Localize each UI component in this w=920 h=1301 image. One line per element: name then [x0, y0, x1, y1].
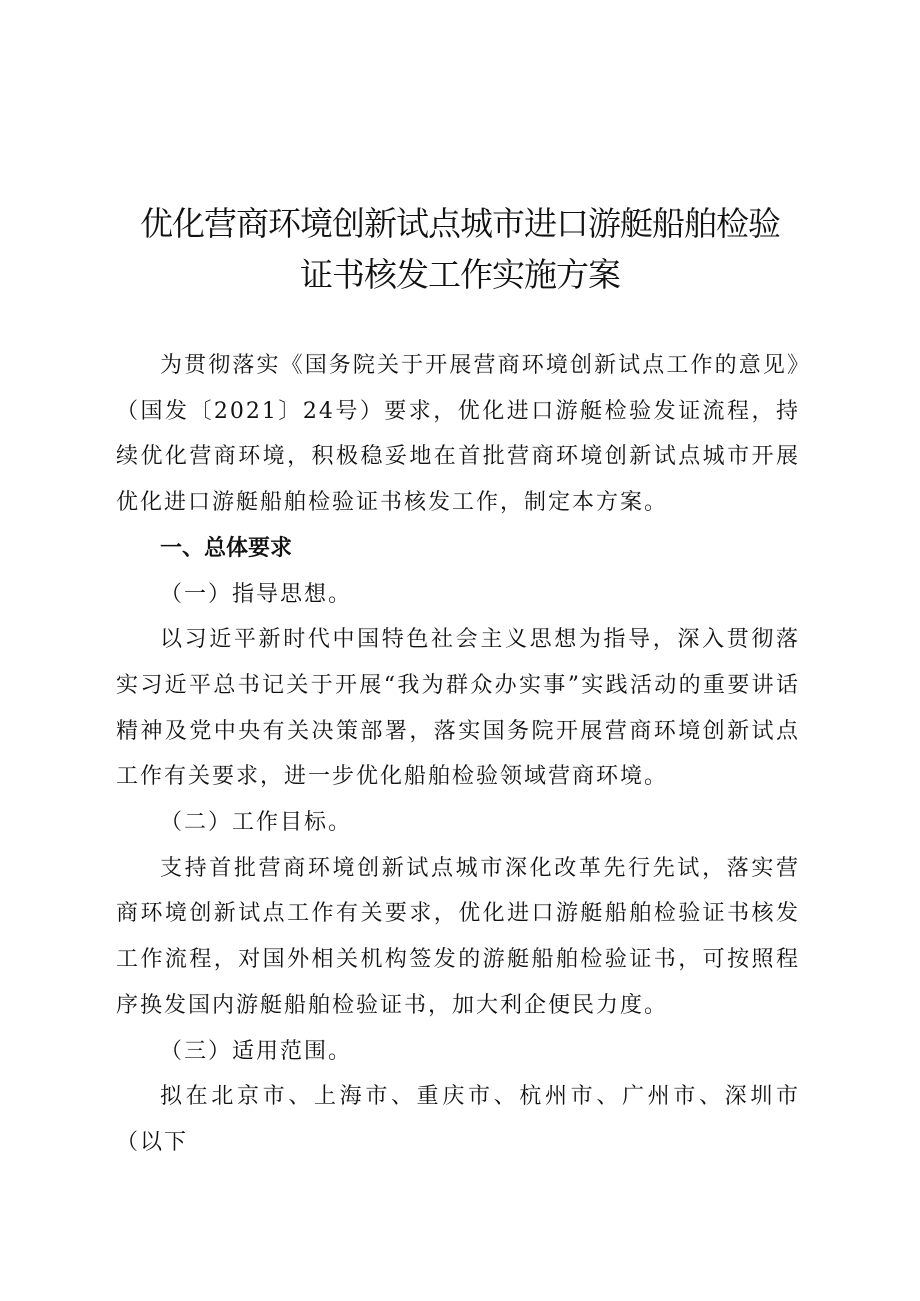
subsection-heading-work-goals: （二）工作目标。 [160, 810, 353, 836]
intro-paragraph: 为贯彻落实《国务院关于开展营商环境创新试点工作的意见》（国发〔2021〕24号）要求，优化进口游艇检验发证流程，持续优化营商环境，积极稳妥地在首批营商环境创新试点城市开展优化进口游艇船舶检验证书核发工作，制定本方案。 [116, 353, 800, 516]
subsection-heading-scope: （三）适用范围。 [160, 1038, 353, 1064]
subsection-heading-guiding-ideology: （一）指导思想。 [160, 581, 353, 607]
document-title-line-2: 证书核发工作实施方案 [300, 255, 620, 294]
document-title-line-1: 优化营商环境创新试点城市进口游艇船舶检验 [140, 204, 780, 243]
section-heading-general-requirements: 一、总体要求 [160, 535, 293, 561]
work-goals-paragraph: 支持首批营商环境创新试点城市深化改革先行先试，落实营商环境创新试点工作有关要求，优化进口游艇船舶检验证书核发工作流程，对国外相关机构签发的游艇船舶检验证书，可按照程序换发国内游艇船舶检验证书，加大利企便民力度。 [116, 855, 800, 1018]
document-body [116, 343, 800, 1166]
guiding-ideology-paragraph: 以习近平新时代中国特色社会主义思想为指导，深入贯彻落实习近平总书记关于开展“我为群众办实事”实践活动的重要讲话精神及党中央有关决策部署，落实国务院开展营商环境创新试点工作有关要求，进一步优化船舶检验领域营商环境。 [116, 627, 800, 790]
scope-paragraph: 拟在北京市、上海市、重庆市、杭州市、广州市、深圳市（以下 [116, 1084, 800, 1155]
